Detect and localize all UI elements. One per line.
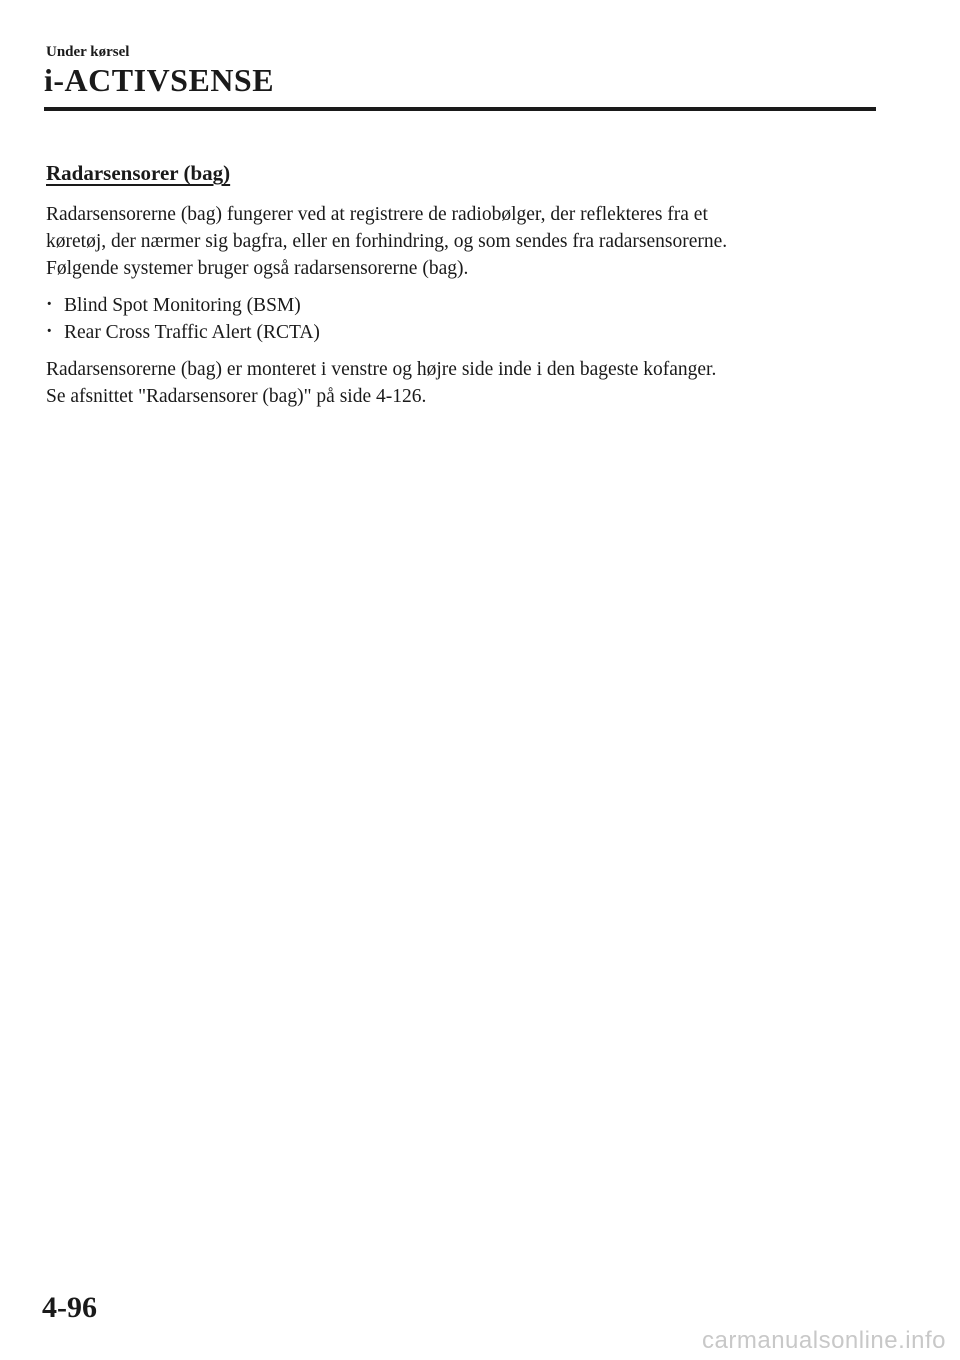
systems-list [46, 292, 866, 346]
chapter-label: Under kørsel [46, 44, 130, 60]
section-heading: Radarsensorer (bag) [46, 161, 231, 185]
page-title: i-ACTIVSENSE [44, 62, 275, 98]
header-divider [44, 107, 876, 111]
paragraph-line: Radarsensorerne (bag) fungerer ved at registrere de radiobølger, der reflekteres fra et [46, 204, 708, 225]
list-item [46, 319, 866, 346]
main-content [46, 160, 866, 410]
list-item-text: Blind Spot Monitoring (BSM) [64, 295, 301, 316]
bullet-marker: · [46, 321, 53, 342]
paragraph-intro [46, 201, 866, 282]
paragraph-line: køretøj, der nærmer sig bagfra, eller en forhindring, og som sendes fra radarsensorerne. [46, 231, 728, 252]
paragraph-line: Radarsensorerne (bag) er monteret i venstre og højre side inde i den bageste kofanger. [46, 359, 717, 380]
bullet-marker: · [46, 294, 53, 315]
paragraph-line: Følgende systemer bruger også radarsensorerne (bag). [46, 258, 469, 279]
list-item-text: Rear Cross Traffic Alert (RCTA) [64, 322, 320, 343]
watermark: carmanualsonline.info [702, 1327, 946, 1354]
paragraph-line: Se afsnittet "Radarsensorer (bag)" på side 4-126. [46, 386, 427, 407]
list-item [46, 292, 866, 319]
paragraph-mounting [46, 356, 866, 410]
page-number: 4-96 [42, 1291, 97, 1324]
